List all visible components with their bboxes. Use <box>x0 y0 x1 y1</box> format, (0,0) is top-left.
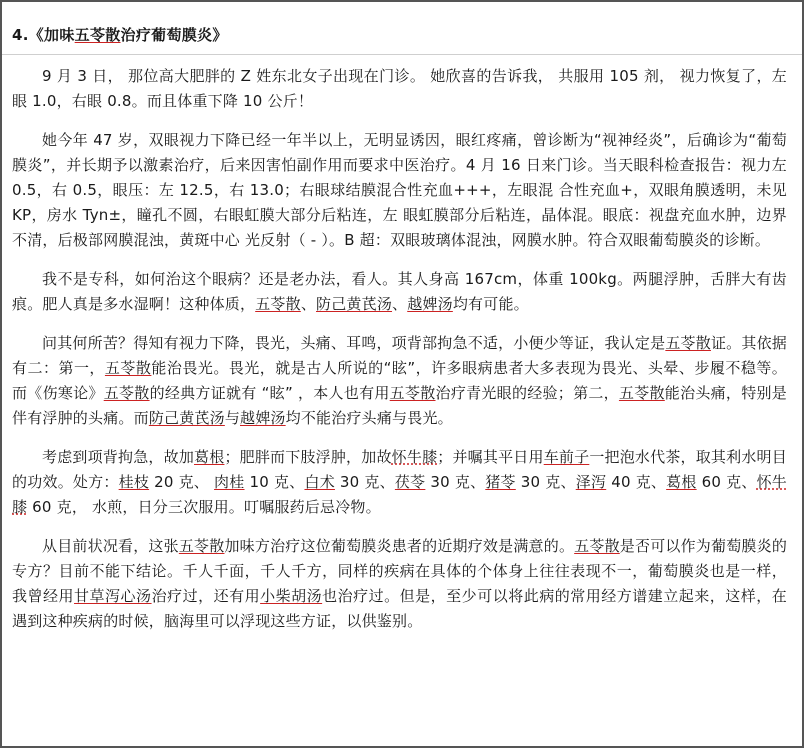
text-run: 与 <box>224 409 241 427</box>
text-run: 30 克、 <box>425 473 486 491</box>
text-run: 20 克、 <box>149 473 215 491</box>
text-run: 60 克、 <box>696 473 757 491</box>
formula-term: 五苓散 <box>103 384 150 402</box>
formula-term: 小柴胡汤 <box>260 587 323 605</box>
formula-term: 五苓散 <box>665 334 711 352</box>
paragraph-3 <box>12 267 787 317</box>
title-prefix: 4.《加味 <box>12 26 75 44</box>
text-run: ；并嘱其平日用 <box>437 448 544 466</box>
text-run: 治疗过，还有用 <box>151 587 261 605</box>
formula-term: 葛根 <box>194 448 225 466</box>
text-run: 加味方治疗这位葡萄膜炎患者的近期疗效是满意的。 <box>224 537 575 555</box>
article-title <box>12 24 228 45</box>
text-run: 问其何所苦？得知有视力下降，畏光，头痛、耳鸣，项背部拘急不适，小便少等证，我认定是 <box>42 334 666 352</box>
text-run: 治疗青光眼的经验；第二， <box>435 384 619 402</box>
formula-term: 越婢汤 <box>407 295 453 313</box>
text-run: 均有可能。 <box>452 295 529 313</box>
text-run: 40 克、 <box>606 473 667 491</box>
formula-term: 五苓散 <box>104 359 152 377</box>
paragraph-1 <box>12 64 787 114</box>
title-suffix: 治疗葡萄膜炎》 <box>120 26 228 44</box>
herb-term: 怀牛膝 <box>12 473 788 516</box>
formula-term: 五苓散 <box>178 537 225 555</box>
text-run: 能治畏光。畏光，就是古人所说的“眩”，许多眼病患者大多表现为畏光、头晕、步履不稳等。 而《伤寒论》 <box>12 359 788 402</box>
paragraph-4 <box>12 331 787 431</box>
formula-term: 肉桂 <box>214 473 245 491</box>
text-run: 均不能治疗头痛与畏光。 <box>285 409 453 427</box>
formula-term: 五苓散 <box>255 295 301 313</box>
text-run: 30 克、 <box>334 473 395 491</box>
formula-term: 五苓散 <box>618 384 665 402</box>
title-row <box>2 2 802 55</box>
text-run: 30 克、 <box>515 473 576 491</box>
text-run: 、 <box>392 295 408 313</box>
text-run: 60 克， 水煎，日分三次服用。叮嘱服药后忌冷物。 <box>27 498 381 516</box>
text-run: 证。其依据有二：第一， <box>12 334 787 377</box>
text-run: 、 <box>300 295 317 313</box>
formula-term: 葛根 <box>666 473 697 491</box>
title-formula: 五苓散 <box>74 26 121 44</box>
formula-term: 越婢汤 <box>240 409 286 427</box>
article-body <box>12 64 787 648</box>
formula-term: 防己黄芪汤 <box>148 409 225 427</box>
formula-term: 五苓散 <box>574 537 620 555</box>
text-run: 是否可以作为葡萄膜炎的专方？目前不能下结论。千人千面，千人千方，同样的疾病在具体的个体身上往往表现不一，葡萄膜炎也是一样，我曾经用 <box>12 537 788 605</box>
herb-term: 怀牛膝 <box>391 448 438 466</box>
formula-term: 泽泻 <box>575 473 607 491</box>
formula-term: 五苓散 <box>389 384 436 402</box>
text-run: 10 克、 <box>244 473 305 491</box>
formula-term: 白术 <box>304 473 335 491</box>
formula-term: 车前子 <box>543 448 590 466</box>
formula-term: 桂枝 <box>118 473 150 491</box>
paragraph-5 <box>12 445 787 520</box>
text-run: 我不是专科，如何治这个眼病？还是老办法，看人。其人身高 167cm，体重 100kg。两腿浮肿，舌胖大有齿痕。肥人真是多水湿啊！这种体质， <box>12 270 787 313</box>
formula-term: 甘草泻心汤 <box>74 587 152 605</box>
text-run: 也治疗过。但是，至少可以将此病的常用经方谱建立起来，这样，在遇到这种疾病的时候，脑海里可以浮现这些方证，以供鉴别。 <box>12 587 787 630</box>
text-run: 她今年 47 岁，双眼视力下降已经一年半以上，无明显诱因，眼红疼痛，曾诊断为“视神经炎”，后确诊为“葡萄膜炎”，并长期予以激素治疗，后来因害怕副作用而要求中医治疗。4 月 16 日来门诊。当天眼科检查报告：视力左 0.5，右 0.5，眼压：左 12.5，右 13.0；右眼球结膜混合性充血+++，左眼混 合性充血+，双眼角膜透明，未见 KP，房水 Tyn±，瞳孔不圆，右眼虹膜大部分后粘连，左 眼虹膜部分后粘连，晶体混。眼底：视盘充血水肿，边界不清，后极部网膜混浊，黄斑中心 光反射（ - ）。B 超：双眼玻璃体混浊，网膜水肿。符合双眼葡萄膜炎的诊断。 <box>12 131 787 249</box>
text-run: 考虑到项背拘急，故加 <box>42 448 195 466</box>
text-run: 能治头痛，特别是伴有浮肿的头痛。而 <box>12 384 787 427</box>
text-run: 一把泡水代茶，取其利水明目的功效。处方： <box>12 448 787 491</box>
formula-term: 猪苓 <box>485 473 516 491</box>
text-run: 9 月 3 日， 那位高大肥胖的 Z 姓东北女子出现在门诊。 她欣喜的告诉我， 共服用 105 剂， 视力恢复了，左眼 1.0，右眼 0.8。而且体重下降 10 公斤！ <box>12 67 787 110</box>
text-run: 从目前状况看，这张 <box>42 537 179 555</box>
paragraph-6 <box>12 534 787 634</box>
paragraph-2 <box>12 128 787 253</box>
text-run: ；肥胖而下肢浮肿，加故 <box>224 448 392 466</box>
formula-term: 防己黄芪汤 <box>316 295 393 313</box>
text-run: 的经典方证就有 “眩” ，本人也有用 <box>149 384 390 402</box>
formula-term: 茯苓 <box>394 473 426 491</box>
